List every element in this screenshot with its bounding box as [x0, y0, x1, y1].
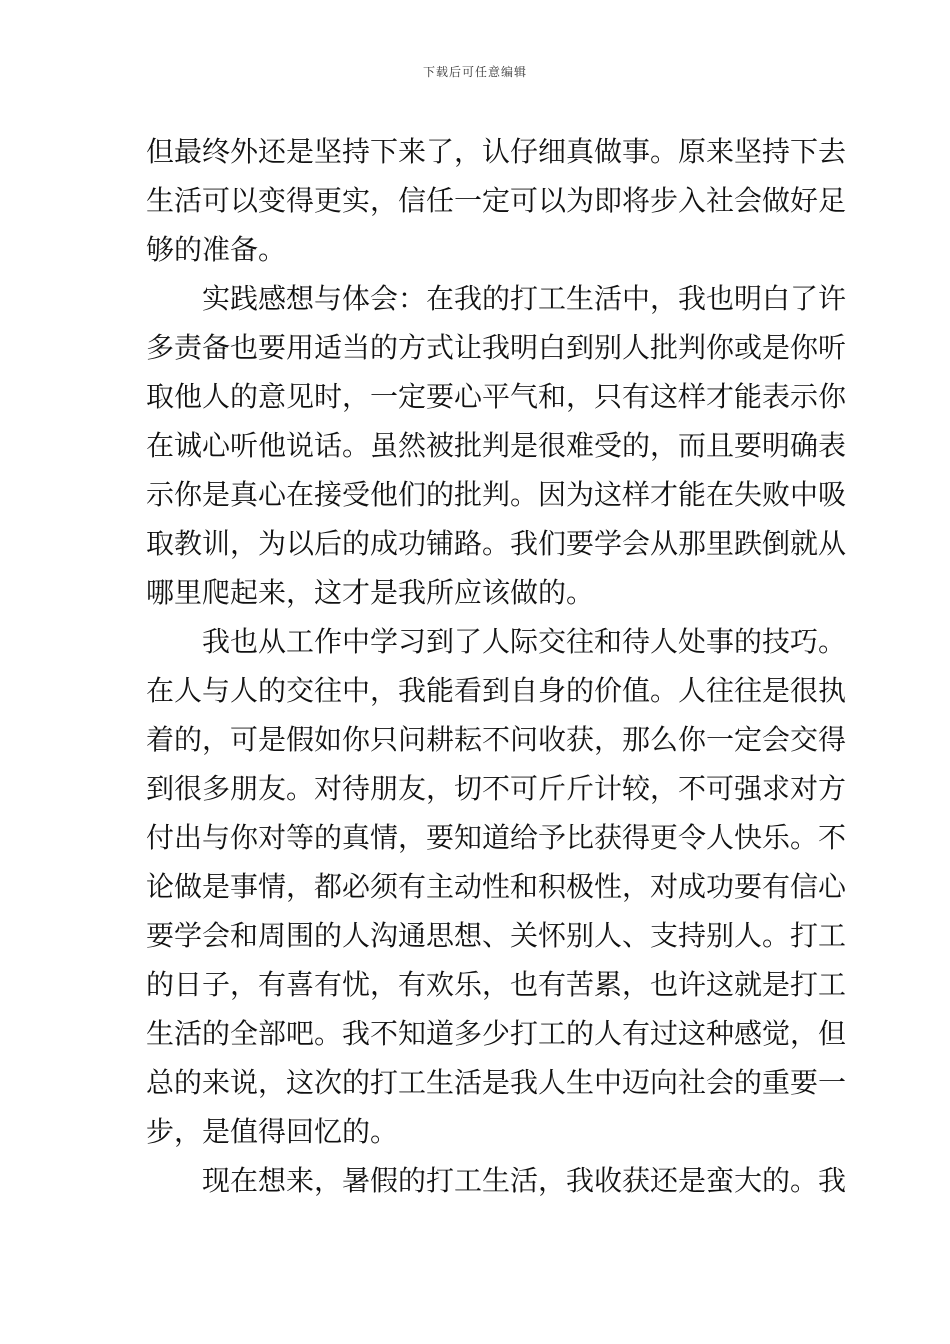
- text-line: 在人与人的交往中，我能看到自身的价值。人往往是很执: [146, 674, 847, 707]
- text-line: 生活可以变得更实，信任一定可以为即将步入社会做好足: [146, 184, 847, 217]
- text-line: 示你是真心在接受他们的批判。因为这样才能在失败中吸: [146, 478, 847, 511]
- page-header: 下载后可任意编辑: [422, 65, 527, 79]
- text-line: 哪里爬起来，这才是我所应该做的。: [146, 576, 595, 609]
- text-line: 付出与你对等的真情，要知道给予比获得更令人快乐。不: [146, 821, 847, 854]
- text-line: 但最终外还是坚持下来了，认仔细真做事。原来坚持下去: [146, 135, 847, 168]
- text-line: 的日子，有喜有忧，有欢乐，也有苦累，也许这就是打工: [146, 968, 847, 1001]
- text-line: 论做是事情，都必须有主动性和积极性，对成功要有信心: [146, 870, 847, 903]
- text-line: 够的准备。: [146, 233, 287, 266]
- text-line: 步，是值得回忆的。: [146, 1115, 399, 1148]
- text-line: 在诚心听他说话。虽然被批判是很难受的，而且要明确表: [146, 429, 847, 462]
- text-line: 多责备也要用适当的方式让我明白到别人批判你或是你听: [146, 331, 847, 364]
- text-line: 实践感想与体会：在我的打工生活中，我也明白了许: [202, 282, 847, 315]
- text-line: 生活的全部吧。我不知道多少打工的人有过这种感觉，但: [146, 1017, 847, 1050]
- text-line: 着的，可是假如你只问耕耘不问收获，那么你一定会交得: [146, 723, 847, 756]
- text-line: 到很多朋友。对待朋友，切不可斤斤计较，不可强求对方: [146, 772, 847, 805]
- text-line: 取他人的意见时，一定要心平气和，只有这样才能表示你: [146, 380, 847, 413]
- text-line: 我也从工作中学习到了人际交往和待人处事的技巧。: [202, 625, 847, 658]
- text-line: 现在想来，暑假的打工生活，我收获还是蛮大的。我: [202, 1164, 847, 1197]
- text-line: 要学会和周围的人沟通思想、关怀别人、支持别人。打工: [146, 919, 847, 952]
- text-line: 取教训，为以后的成功铺路。我们要学会从那里跌倒就从: [146, 527, 847, 560]
- text-line: 总的来说，这次的打工生活是我人生中迈向社会的重要一: [146, 1066, 847, 1099]
